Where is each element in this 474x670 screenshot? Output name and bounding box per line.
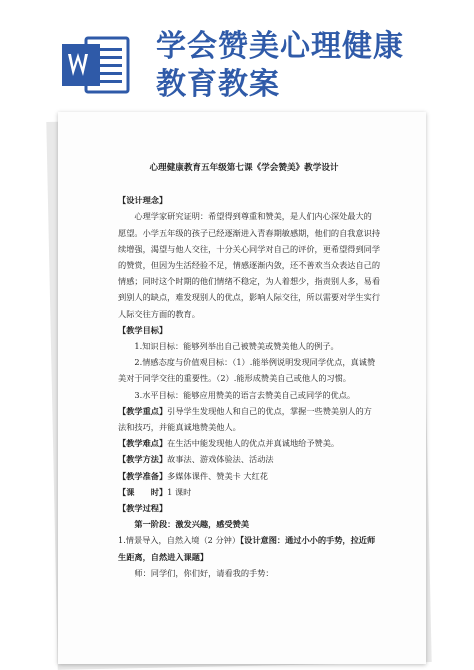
banner-title-line2: 教育教案: [156, 67, 280, 102]
word-document-icon: [62, 34, 130, 96]
teacher-line: 师：同学们，你们好，请看我的手势：: [134, 567, 274, 578]
step-one-title: 1.情景导入，自然入境（2 分钟）: [118, 535, 241, 546]
goal-knowledge: 1.知识目标：能够列举出自己被赞美或赞美他人的例子。: [134, 341, 339, 352]
section-heading-hours: 【课 时】: [118, 486, 168, 497]
prep-body: 多媒体课件、赞美卡 大红花: [167, 470, 268, 481]
section-heading-prep: 【教学准备】: [118, 470, 168, 481]
banner-title-line1: 学会赞美心理健康: [156, 29, 404, 64]
banner-title: [156, 28, 466, 104]
difficulty-body: 在生活中能发现他人的优点并真诚地给予赞美。: [167, 438, 340, 449]
stage-one-heading: 第一阶段：激发兴趣，感受赞美: [134, 519, 250, 530]
document-banner: [0, 0, 474, 112]
section-heading-process: 【教学过程】: [118, 503, 168, 514]
section-heading-goals: 【教学目标】: [118, 324, 168, 335]
document-content: [118, 160, 380, 581]
focus-body: 引导学生发现他人和自己的优点，掌握一些赞美别人的方法和技巧，并能真诚地赞美他人。: [118, 405, 372, 433]
method-body: 故事法、游戏体验法、活动法: [167, 454, 274, 465]
goal-ability: 3.水平目标：能够应用赞美的语言去赞美自己或同学的优点。: [134, 389, 356, 400]
section-heading-focus: 【教学重点】: [118, 405, 168, 416]
section-heading-difficulty: 【教学难点】: [118, 438, 168, 449]
hours-body: 1 课时: [167, 486, 192, 497]
design-body: 心理学家研究证明：希望得到尊重和赞美，是人们内心深处最大的愿望。小学五年级的孩子已经逐渐进入青春期敏感期，他们的自我意识持续增强，渴望与他人交往，十分关心同学对自己的评价，更希望得到同学的赞赏，但因为生活经验不足，情感逐渐内敛，还不善欢当众表达自己的情感；同时这个时期的他们情绪不稳定，为人着想少，指责别人多，易看到别人的缺点，难发现别人的优点，影响人际交往，所以需要对学生实行人际交往方面的教育。: [118, 211, 381, 319]
section-heading-method: 【教学方法】: [118, 454, 168, 465]
document-title: 心理健康教育五年级第七课《学会赞美》教学设计: [149, 163, 339, 173]
goal-emotion: 2.情感态度与价值观目标：（1）.能举例说明发现同学优点，真诚赞美对于同学交往的重要性。（2）.能形成赞美自己或他人的习惯。: [118, 357, 376, 384]
step-one-intent: 【设计意图：通过小小的手势，拉近师生距离，自然进入课题】: [118, 535, 376, 562]
section-heading-design: 【设计理念】: [118, 195, 168, 206]
